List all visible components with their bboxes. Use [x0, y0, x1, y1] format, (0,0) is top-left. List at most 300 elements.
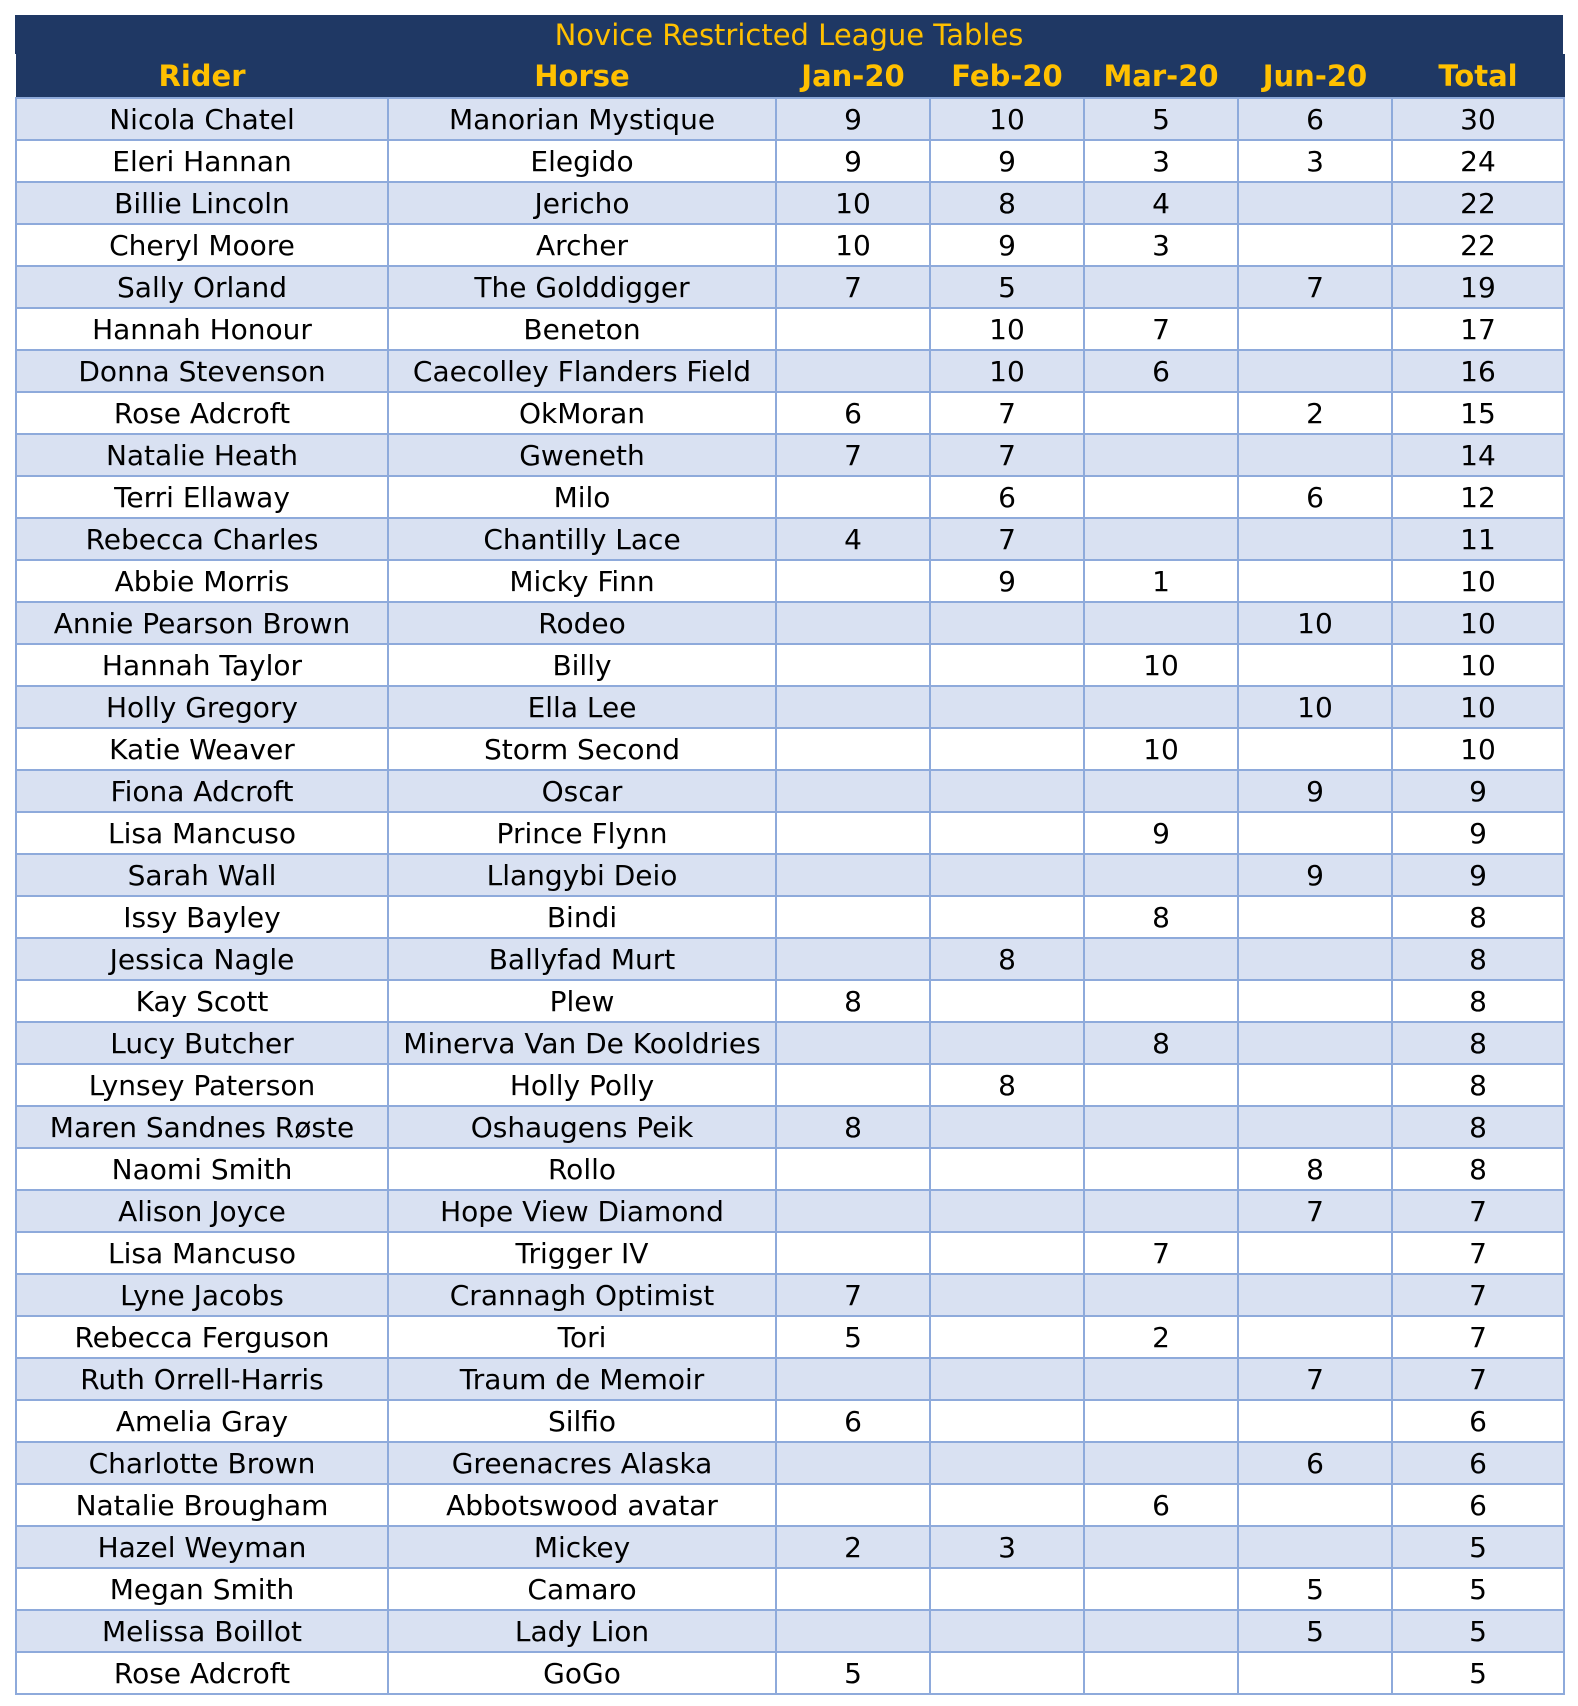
mar-20-cell — [1084, 1526, 1238, 1568]
mar-20-cell — [1084, 476, 1238, 518]
feb-20-cell: 10 — [930, 98, 1084, 140]
horse-cell: Plew — [388, 980, 776, 1022]
total-cell: 6 — [1392, 1400, 1564, 1442]
mar-20-cell — [1084, 770, 1238, 812]
horse-cell: Micky Finn — [388, 560, 776, 602]
horse-cell: Rollo — [388, 1148, 776, 1190]
rider-cell: Lucy Butcher — [16, 1022, 388, 1064]
table-row — [16, 1442, 1564, 1484]
mar-20-cell: 4 — [1084, 182, 1238, 224]
jan-20-cell — [776, 1190, 930, 1232]
total-cell: 14 — [1392, 434, 1564, 476]
horse-cell: Oscar — [388, 770, 776, 812]
jun-20-cell — [1238, 560, 1392, 602]
rider-cell: Holly Gregory — [16, 686, 388, 728]
jun-20-cell — [1238, 1232, 1392, 1274]
jun-20-cell — [1238, 1400, 1392, 1442]
rider-cell: Hannah Taylor — [16, 644, 388, 686]
horse-cell: Storm Second — [388, 728, 776, 770]
mar-20-cell: 3 — [1084, 224, 1238, 266]
feb-20-cell — [930, 980, 1084, 1022]
mar-20-cell — [1084, 938, 1238, 980]
feb-20-cell: 9 — [930, 140, 1084, 182]
total-cell: 6 — [1392, 1484, 1564, 1526]
table-row — [16, 896, 1564, 938]
rider-cell: Melissa Boillot — [16, 1610, 388, 1652]
jan-20-cell — [776, 1064, 930, 1106]
table-row — [16, 476, 1564, 518]
rider-cell: Ruth Orrell-Harris — [16, 1358, 388, 1400]
table-row — [16, 812, 1564, 854]
feb-20-cell: 8 — [930, 938, 1084, 980]
rider-cell: Naomi Smith — [16, 1148, 388, 1190]
mar-20-cell — [1084, 1652, 1238, 1694]
total-cell: 12 — [1392, 476, 1564, 518]
total-cell: 7 — [1392, 1190, 1564, 1232]
table-row — [16, 1610, 1564, 1652]
jan-20-cell: 4 — [776, 518, 930, 560]
mar-20-cell — [1084, 434, 1238, 476]
rider-cell: Amelia Gray — [16, 1400, 388, 1442]
mar-20-cell: 6 — [1084, 1484, 1238, 1526]
horse-cell: The Golddigger — [388, 266, 776, 308]
horse-cell: Ballyfad Murt — [388, 938, 776, 980]
mar-20-cell — [1084, 1358, 1238, 1400]
total-cell: 7 — [1392, 1274, 1564, 1316]
total-cell: 5 — [1392, 1610, 1564, 1652]
feb-20-cell — [930, 686, 1084, 728]
total-cell: 10 — [1392, 560, 1564, 602]
jun-20-cell — [1238, 728, 1392, 770]
feb-20-cell — [930, 1232, 1084, 1274]
mar-20-cell — [1084, 1106, 1238, 1148]
table-row — [16, 602, 1564, 644]
jan-20-cell — [776, 938, 930, 980]
table-row — [16, 182, 1564, 224]
jun-20-cell — [1238, 224, 1392, 266]
column-header-mar-20: Mar-20 — [1084, 55, 1238, 99]
horse-cell: Abbotswood avatar — [388, 1484, 776, 1526]
table-title: Novice Restricted League Tables — [15, 15, 1563, 54]
total-cell: 8 — [1392, 938, 1564, 980]
rider-cell: Sally Orland — [16, 266, 388, 308]
table-row — [16, 770, 1564, 812]
horse-cell: Billy — [388, 644, 776, 686]
horse-cell: Archer — [388, 224, 776, 266]
mar-20-cell: 10 — [1084, 644, 1238, 686]
rider-cell: Jessica Nagle — [16, 938, 388, 980]
feb-20-cell — [930, 644, 1084, 686]
total-cell: 15 — [1392, 392, 1564, 434]
horse-cell: Caecolley Flanders Field — [388, 350, 776, 392]
jun-20-cell — [1238, 182, 1392, 224]
feb-20-cell — [930, 1400, 1084, 1442]
table-row — [16, 938, 1564, 980]
table-row — [16, 1064, 1564, 1106]
column-header-rider: Rider — [16, 55, 388, 99]
total-cell: 5 — [1392, 1652, 1564, 1694]
mar-20-cell — [1084, 1148, 1238, 1190]
total-cell: 8 — [1392, 1148, 1564, 1190]
feb-20-cell — [930, 1484, 1084, 1526]
jun-20-cell — [1238, 812, 1392, 854]
horse-cell: OkMoran — [388, 392, 776, 434]
jun-20-cell: 5 — [1238, 1610, 1392, 1652]
jun-20-cell: 10 — [1238, 686, 1392, 728]
jan-20-cell — [776, 602, 930, 644]
horse-cell: Bindi — [388, 896, 776, 938]
rider-cell: Hannah Honour — [16, 308, 388, 350]
jan-20-cell — [776, 1568, 930, 1610]
table-row — [16, 1568, 1564, 1610]
feb-20-cell — [930, 1316, 1084, 1358]
jun-20-cell — [1238, 980, 1392, 1022]
jun-20-cell — [1238, 1484, 1392, 1526]
jun-20-cell — [1238, 1652, 1392, 1694]
total-cell: 11 — [1392, 518, 1564, 560]
horse-cell: Traum de Memoir — [388, 1358, 776, 1400]
jan-20-cell: 5 — [776, 1652, 930, 1694]
jan-20-cell: 8 — [776, 1106, 930, 1148]
feb-20-cell: 7 — [930, 518, 1084, 560]
jan-20-cell — [776, 1148, 930, 1190]
rider-cell: Lisa Mancuso — [16, 1232, 388, 1274]
jun-20-cell: 7 — [1238, 266, 1392, 308]
total-cell: 8 — [1392, 1022, 1564, 1064]
rider-cell: Katie Weaver — [16, 728, 388, 770]
jun-20-cell — [1238, 518, 1392, 560]
feb-20-cell — [930, 854, 1084, 896]
jan-20-cell — [776, 560, 930, 602]
feb-20-cell: 8 — [930, 182, 1084, 224]
horse-cell: Chantilly Lace — [388, 518, 776, 560]
feb-20-cell: 8 — [930, 1064, 1084, 1106]
table-row — [16, 518, 1564, 560]
feb-20-cell — [930, 1148, 1084, 1190]
feb-20-cell: 5 — [930, 266, 1084, 308]
league-table-sheet — [15, 15, 1563, 1695]
jan-20-cell: 5 — [776, 1316, 930, 1358]
total-cell: 5 — [1392, 1568, 1564, 1610]
feb-20-cell: 6 — [930, 476, 1084, 518]
feb-20-cell — [930, 1190, 1084, 1232]
horse-cell: Camaro — [388, 1568, 776, 1610]
total-cell: 10 — [1392, 686, 1564, 728]
jun-20-cell — [1238, 896, 1392, 938]
mar-20-cell — [1084, 1400, 1238, 1442]
jan-20-cell: 9 — [776, 140, 930, 182]
table-row — [16, 224, 1564, 266]
table-row — [16, 686, 1564, 728]
total-cell: 5 — [1392, 1526, 1564, 1568]
feb-20-cell: 9 — [930, 560, 1084, 602]
total-cell: 10 — [1392, 644, 1564, 686]
total-cell: 7 — [1392, 1358, 1564, 1400]
horse-cell: Elegido — [388, 140, 776, 182]
total-cell: 8 — [1392, 896, 1564, 938]
horse-cell: Jericho — [388, 182, 776, 224]
rider-cell: Alison Joyce — [16, 1190, 388, 1232]
column-header-horse: Horse — [388, 55, 776, 99]
feb-20-cell — [930, 602, 1084, 644]
horse-cell: Silfio — [388, 1400, 776, 1442]
table-row — [16, 1190, 1564, 1232]
table-row — [16, 266, 1564, 308]
jan-20-cell: 7 — [776, 266, 930, 308]
jan-20-cell — [776, 770, 930, 812]
feb-20-cell — [930, 812, 1084, 854]
jun-20-cell: 2 — [1238, 392, 1392, 434]
mar-20-cell: 8 — [1084, 1022, 1238, 1064]
feb-20-cell — [930, 728, 1084, 770]
table-row — [16, 1274, 1564, 1316]
table-row — [16, 1526, 1564, 1568]
jun-20-cell — [1238, 308, 1392, 350]
mar-20-cell: 10 — [1084, 728, 1238, 770]
feb-20-cell: 7 — [930, 392, 1084, 434]
jan-20-cell: 2 — [776, 1526, 930, 1568]
jan-20-cell — [776, 1232, 930, 1274]
horse-cell: Manorian Mystique — [388, 98, 776, 140]
jun-20-cell: 7 — [1238, 1190, 1392, 1232]
jan-20-cell — [776, 854, 930, 896]
column-header-jun-20: Jun-20 — [1238, 55, 1392, 99]
horse-cell: Mickey — [388, 1526, 776, 1568]
mar-20-cell — [1084, 1064, 1238, 1106]
rider-cell: Maren Sandnes Røste — [16, 1106, 388, 1148]
table-row — [16, 308, 1564, 350]
horse-cell: Ella Lee — [388, 686, 776, 728]
jun-20-cell: 6 — [1238, 1442, 1392, 1484]
table-body — [16, 98, 1564, 1694]
total-cell: 30 — [1392, 98, 1564, 140]
jan-20-cell — [776, 1358, 930, 1400]
jan-20-cell — [776, 1610, 930, 1652]
rider-cell: Terri Ellaway — [16, 476, 388, 518]
horse-cell: Milo — [388, 476, 776, 518]
jun-20-cell — [1238, 1274, 1392, 1316]
feb-20-cell — [930, 1568, 1084, 1610]
jan-20-cell: 6 — [776, 392, 930, 434]
jan-20-cell — [776, 686, 930, 728]
jun-20-cell: 9 — [1238, 770, 1392, 812]
rider-cell: Nicola Chatel — [16, 98, 388, 140]
column-header-feb-20: Feb-20 — [930, 55, 1084, 99]
jan-20-cell: 7 — [776, 434, 930, 476]
mar-20-cell — [1084, 1442, 1238, 1484]
total-cell: 19 — [1392, 266, 1564, 308]
feb-20-cell: 7 — [930, 434, 1084, 476]
jun-20-cell — [1238, 644, 1392, 686]
table-row — [16, 434, 1564, 476]
jun-20-cell — [1238, 1022, 1392, 1064]
rider-cell: Rose Adcroft — [16, 1652, 388, 1694]
table-row — [16, 98, 1564, 140]
horse-cell: Gweneth — [388, 434, 776, 476]
table-row — [16, 1232, 1564, 1274]
feb-20-cell: 10 — [930, 308, 1084, 350]
horse-cell: Greenacres Alaska — [388, 1442, 776, 1484]
mar-20-cell — [1084, 1610, 1238, 1652]
table-row — [16, 392, 1564, 434]
mar-20-cell: 9 — [1084, 812, 1238, 854]
jan-20-cell — [776, 350, 930, 392]
horse-cell: GoGo — [388, 1652, 776, 1694]
feb-20-cell — [930, 1274, 1084, 1316]
horse-cell: Oshaugens Peik — [388, 1106, 776, 1148]
horse-cell: Rodeo — [388, 602, 776, 644]
table-row — [16, 980, 1564, 1022]
feb-20-cell: 3 — [930, 1526, 1084, 1568]
jun-20-cell: 6 — [1238, 98, 1392, 140]
mar-20-cell: 2 — [1084, 1316, 1238, 1358]
jun-20-cell: 7 — [1238, 1358, 1392, 1400]
mar-20-cell: 7 — [1084, 1232, 1238, 1274]
feb-20-cell — [930, 1442, 1084, 1484]
mar-20-cell — [1084, 980, 1238, 1022]
rider-cell: Annie Pearson Brown — [16, 602, 388, 644]
feb-20-cell — [930, 1358, 1084, 1400]
rider-cell: Fiona Adcroft — [16, 770, 388, 812]
feb-20-cell — [930, 1106, 1084, 1148]
horse-cell: Prince Flynn — [388, 812, 776, 854]
mar-20-cell: 7 — [1084, 308, 1238, 350]
rider-cell: Natalie Brougham — [16, 1484, 388, 1526]
jun-20-cell — [1238, 1106, 1392, 1148]
horse-cell: Trigger IV — [388, 1232, 776, 1274]
mar-20-cell: 1 — [1084, 560, 1238, 602]
rider-cell: Donna Stevenson — [16, 350, 388, 392]
rider-cell: Kay Scott — [16, 980, 388, 1022]
mar-20-cell — [1084, 1568, 1238, 1610]
horse-cell: Llangybi Deio — [388, 854, 776, 896]
mar-20-cell — [1084, 854, 1238, 896]
rider-cell: Lisa Mancuso — [16, 812, 388, 854]
rider-cell: Hazel Weyman — [16, 1526, 388, 1568]
horse-cell: Tori — [388, 1316, 776, 1358]
mar-20-cell — [1084, 1274, 1238, 1316]
table-row — [16, 644, 1564, 686]
total-cell: 9 — [1392, 770, 1564, 812]
horse-cell: Crannagh Optimist — [388, 1274, 776, 1316]
total-cell: 8 — [1392, 1106, 1564, 1148]
total-cell: 24 — [1392, 140, 1564, 182]
jan-20-cell — [776, 476, 930, 518]
jun-20-cell — [1238, 1064, 1392, 1106]
jan-20-cell — [776, 644, 930, 686]
feb-20-cell — [930, 1022, 1084, 1064]
jun-20-cell — [1238, 1526, 1392, 1568]
feb-20-cell — [930, 770, 1084, 812]
table-row — [16, 728, 1564, 770]
table-row — [16, 1400, 1564, 1442]
feb-20-cell — [930, 896, 1084, 938]
mar-20-cell — [1084, 1190, 1238, 1232]
jan-20-cell — [776, 308, 930, 350]
jan-20-cell: 10 — [776, 182, 930, 224]
jun-20-cell: 6 — [1238, 476, 1392, 518]
horse-cell: Beneton — [388, 308, 776, 350]
total-cell: 10 — [1392, 602, 1564, 644]
rider-cell: Lyne Jacobs — [16, 1274, 388, 1316]
rider-cell: Rose Adcroft — [16, 392, 388, 434]
total-cell: 17 — [1392, 308, 1564, 350]
table-row — [16, 1148, 1564, 1190]
header-row — [16, 55, 1564, 99]
column-header-total: Total — [1392, 55, 1564, 99]
mar-20-cell — [1084, 602, 1238, 644]
jun-20-cell — [1238, 434, 1392, 476]
jun-20-cell — [1238, 1316, 1392, 1358]
jan-20-cell: 9 — [776, 98, 930, 140]
horse-cell: Minerva Van De Kooldries — [388, 1022, 776, 1064]
feb-20-cell: 9 — [930, 224, 1084, 266]
total-cell: 9 — [1392, 812, 1564, 854]
rider-cell: Eleri Hannan — [16, 140, 388, 182]
total-cell: 22 — [1392, 182, 1564, 224]
mar-20-cell — [1084, 392, 1238, 434]
total-cell: 16 — [1392, 350, 1564, 392]
horse-cell: Hope View Diamond — [388, 1190, 776, 1232]
jun-20-cell — [1238, 938, 1392, 980]
feb-20-cell: 10 — [930, 350, 1084, 392]
jan-20-cell: 6 — [776, 1400, 930, 1442]
rider-cell: Megan Smith — [16, 1568, 388, 1610]
jun-20-cell: 5 — [1238, 1568, 1392, 1610]
table-row — [16, 350, 1564, 392]
jun-20-cell: 10 — [1238, 602, 1392, 644]
total-cell: 7 — [1392, 1232, 1564, 1274]
jan-20-cell: 7 — [776, 1274, 930, 1316]
rider-cell: Charlotte Brown — [16, 1442, 388, 1484]
jun-20-cell — [1238, 350, 1392, 392]
table-row — [16, 1358, 1564, 1400]
table-row — [16, 1106, 1564, 1148]
rider-cell: Abbie Morris — [16, 560, 388, 602]
jan-20-cell: 10 — [776, 224, 930, 266]
rider-cell: Rebecca Charles — [16, 518, 388, 560]
rider-cell: Cheryl Moore — [16, 224, 388, 266]
mar-20-cell: 8 — [1084, 896, 1238, 938]
total-cell: 22 — [1392, 224, 1564, 266]
mar-20-cell — [1084, 686, 1238, 728]
table-row — [16, 854, 1564, 896]
table-row — [16, 1652, 1564, 1694]
horse-cell: Holly Polly — [388, 1064, 776, 1106]
table-row — [16, 1316, 1564, 1358]
jan-20-cell — [776, 812, 930, 854]
table-row — [16, 560, 1564, 602]
horse-cell: Lady Lion — [388, 1610, 776, 1652]
league-table — [15, 54, 1565, 1695]
rider-cell: Lynsey Paterson — [16, 1064, 388, 1106]
mar-20-cell — [1084, 518, 1238, 560]
table-row — [16, 1484, 1564, 1526]
jan-20-cell — [776, 728, 930, 770]
total-cell: 9 — [1392, 854, 1564, 896]
table-row — [16, 1022, 1564, 1064]
total-cell: 6 — [1392, 1442, 1564, 1484]
table-row — [16, 140, 1564, 182]
mar-20-cell — [1084, 266, 1238, 308]
jan-20-cell — [776, 896, 930, 938]
mar-20-cell: 5 — [1084, 98, 1238, 140]
jun-20-cell: 8 — [1238, 1148, 1392, 1190]
jan-20-cell — [776, 1484, 930, 1526]
jan-20-cell — [776, 1442, 930, 1484]
mar-20-cell: 3 — [1084, 140, 1238, 182]
rider-cell: Billie Lincoln — [16, 182, 388, 224]
